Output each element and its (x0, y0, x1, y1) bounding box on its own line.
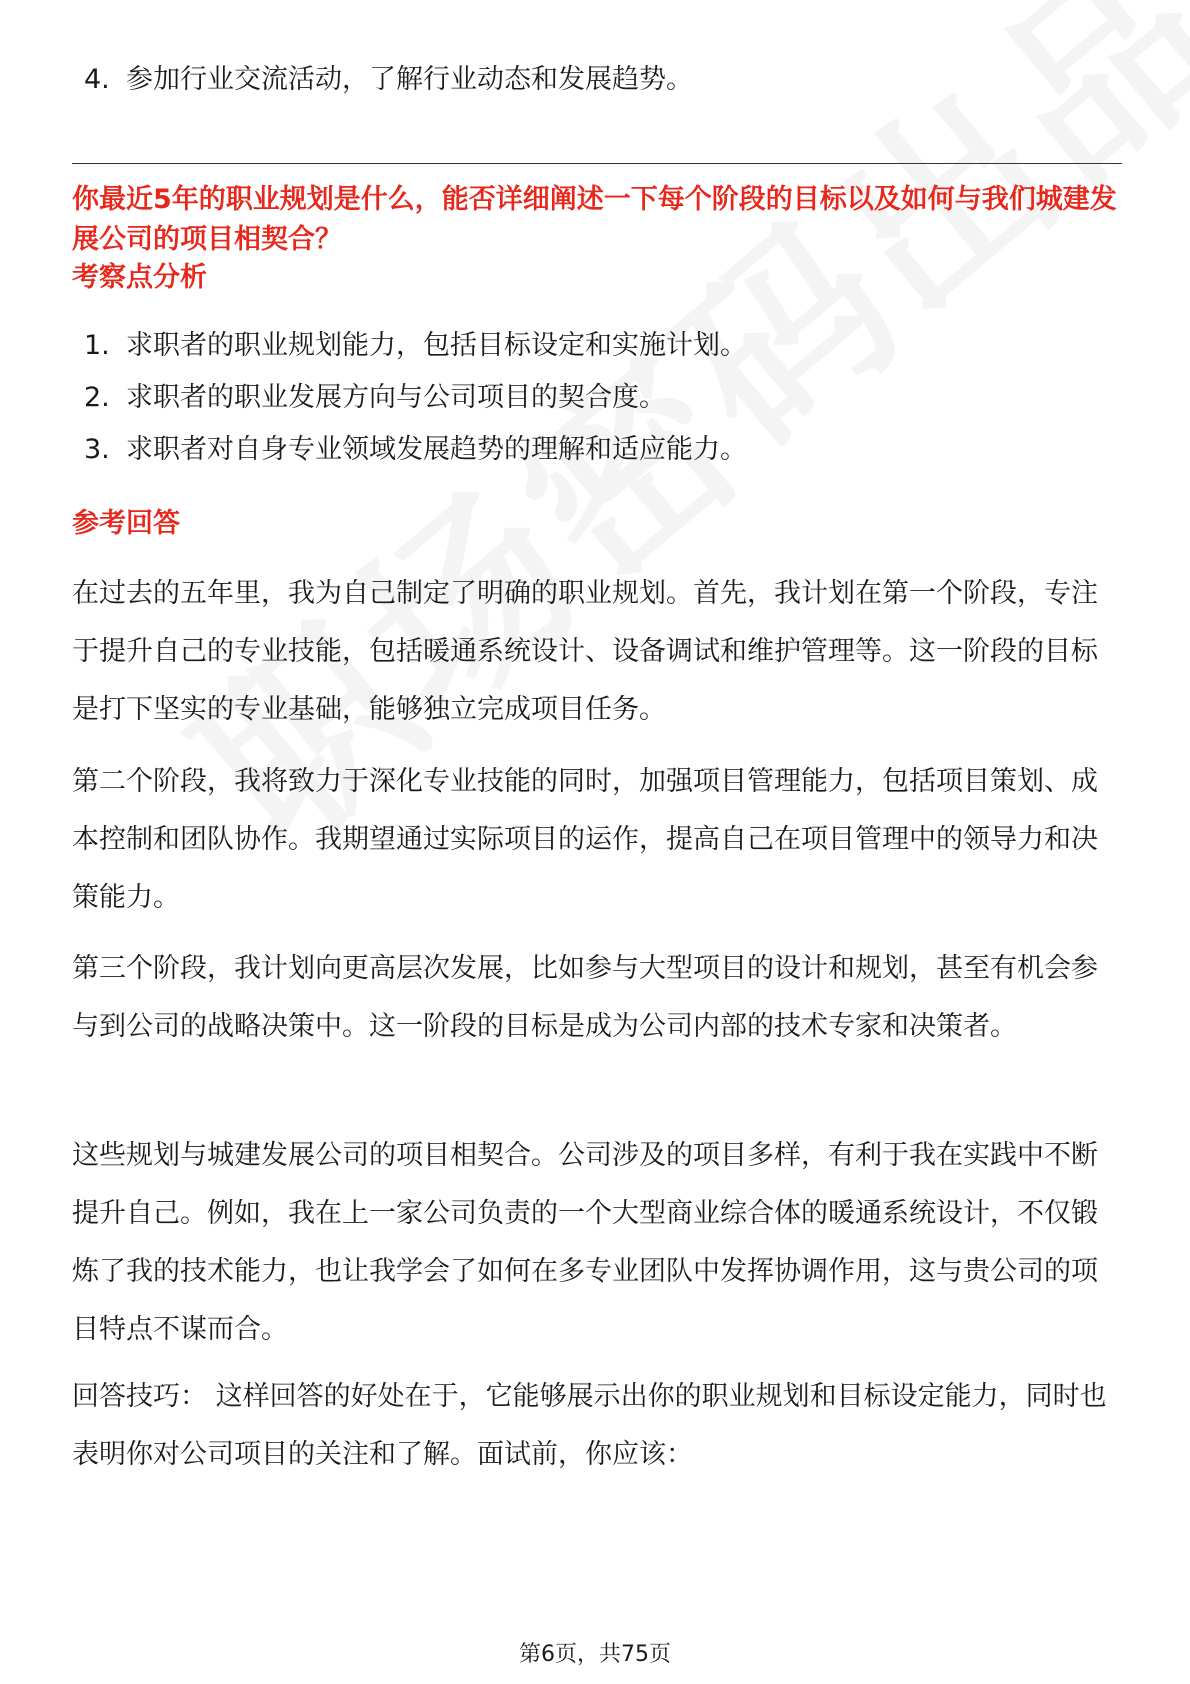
analysis-heading: 考察点分析 (72, 262, 207, 293)
analysis-item (84, 326, 747, 366)
list-number: 2. (84, 382, 110, 413)
section-divider (72, 163, 1122, 164)
answer-paragraph: 第二个阶段，我将致力于深化专业技能的同时，加强项目管理能力，包括项目策划、成本控制和团队协作。我期望通过实际项目的运作，提高自己在项目管理中的领导力和决策能力。 (72, 766, 1098, 913)
list-text: 求职者的职业规划能力，包括目标设定和实施计划。 (126, 330, 747, 361)
page-number: 第6页，共75页 (519, 1642, 671, 1667)
list-text: 参加行业交流活动，了解行业动态和发展趋势。 (126, 64, 693, 95)
list-item (84, 60, 693, 100)
answer-paragraph: 这些规划与城建发展公司的项目相契合。公司涉及的项目多样，有利于我在实践中不断提升自己。例如，我在上一家公司负责的一个大型商业综合体的暖通系统设计，不仅锻炼了我的技术能力，也让我学会了如何在多专业团队中发挥协调作用，这与贵公司的项目特点不谋而合。 (72, 1140, 1098, 1345)
interview-question: 你最近5年的职业规划是什么，能否详细阐述一下每个阶段的目标以及如何与我们城建发展公司的项目相契合？ (72, 184, 1117, 255)
list-number: 3. (84, 434, 110, 465)
list-number: 4. (84, 64, 110, 95)
answer-tip-paragraph: 回答技巧： 这样回答的好处在于，它能够展示出你的职业规划和目标设定能力，同时也表明你对公司项目的关注和了解。面试前，你应该： (72, 1381, 1107, 1470)
list-text: 求职者的职业发展方向与公司项目的契合度。 (126, 382, 666, 413)
list-number: 1. (84, 330, 110, 361)
answer-paragraph: 第三个阶段，我计划向更高层次发展，比如参与大型项目的设计和规划，甚至有机会参与到公司的战略决策中。这一阶段的目标是成为公司内部的技术专家和决策者。 (72, 953, 1098, 1042)
list-text: 求职者对自身专业领域发展趋势的理解和适应能力。 (126, 434, 747, 465)
answer-paragraph: 在过去的五年里，我为自己制定了明确的职业规划。首先，我计划在第一个阶段，专注于提升自己的专业技能，包括暖通系统设计、设备调试和维护管理等。这一阶段的目标是打下坚实的专业基础，能够独立完成项目任务。 (72, 578, 1098, 725)
analysis-item (84, 430, 747, 470)
analysis-item (84, 378, 666, 418)
answer-heading: 参考回答 (72, 508, 180, 539)
